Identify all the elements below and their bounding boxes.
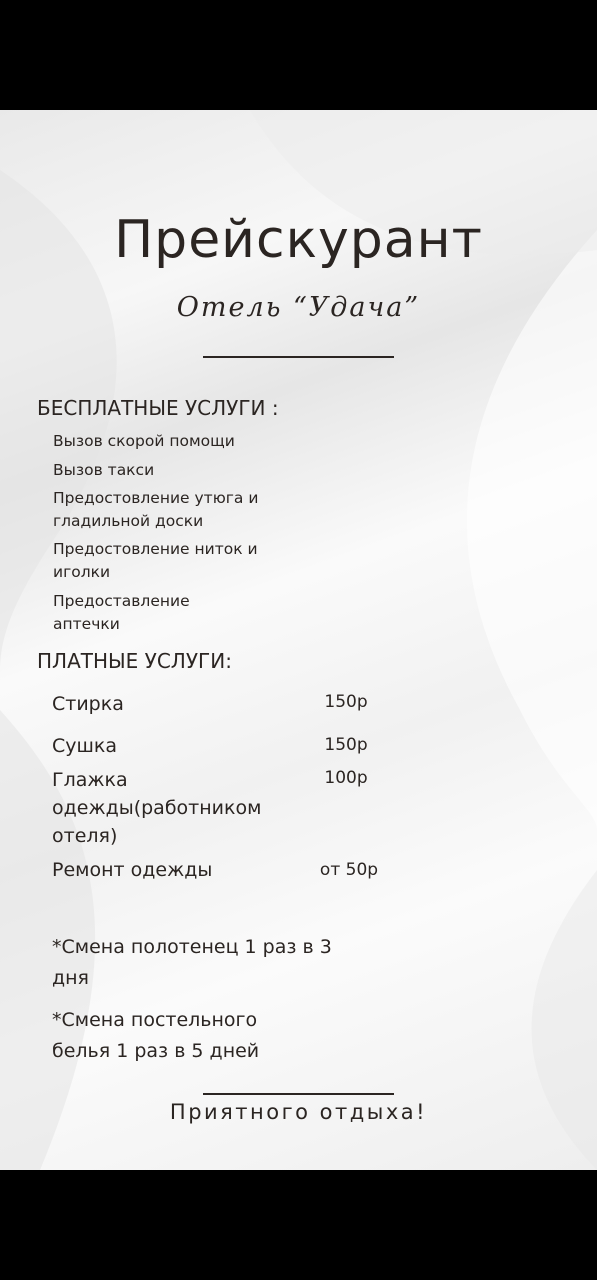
paid-service-name: Стирка xyxy=(52,693,124,715)
free-service-item: Предоставление аптечки xyxy=(53,592,190,633)
paid-service-price: 100р xyxy=(324,768,368,788)
paid-service-price: от 50р xyxy=(319,860,379,880)
price-list-sheet xyxy=(0,110,597,1170)
paid-service-price: 150р xyxy=(324,735,368,755)
paid-service-name: Глажка одежды(работником отеля) xyxy=(52,769,262,847)
paid-services-heading: ПЛАТНЫЕ УСЛУГИ: xyxy=(37,649,232,673)
free-service-item: Вызов скорой помощи xyxy=(53,432,235,450)
towel-change-note: *Смена полотенец 1 раз в 3 дня xyxy=(52,936,332,989)
free-service-item: Предостовление утюга и гладильной доски xyxy=(53,489,259,530)
paid-service-name: Сушка xyxy=(52,735,118,757)
bedding-change-note: *Смена постельного белья 1 раз в 5 дней xyxy=(52,1009,260,1062)
top-black-bar xyxy=(0,0,597,110)
paid-service-price: 150р xyxy=(324,692,368,712)
farewell-text: Приятного отдыха! xyxy=(169,1100,428,1124)
hotel-name: Отель “Удача” xyxy=(176,292,421,323)
paid-service-name: Ремонт одежды xyxy=(52,859,213,881)
page-title: Прейскурант xyxy=(114,210,483,270)
top-divider xyxy=(203,356,394,358)
free-service-item: Предостовление ниток и иголки xyxy=(53,540,258,581)
free-services-heading: БЕСПЛАТНЫЕ УСЛУГИ : xyxy=(37,396,279,420)
bottom-black-bar xyxy=(0,1170,597,1280)
free-service-item: Вызов такси xyxy=(53,461,155,479)
